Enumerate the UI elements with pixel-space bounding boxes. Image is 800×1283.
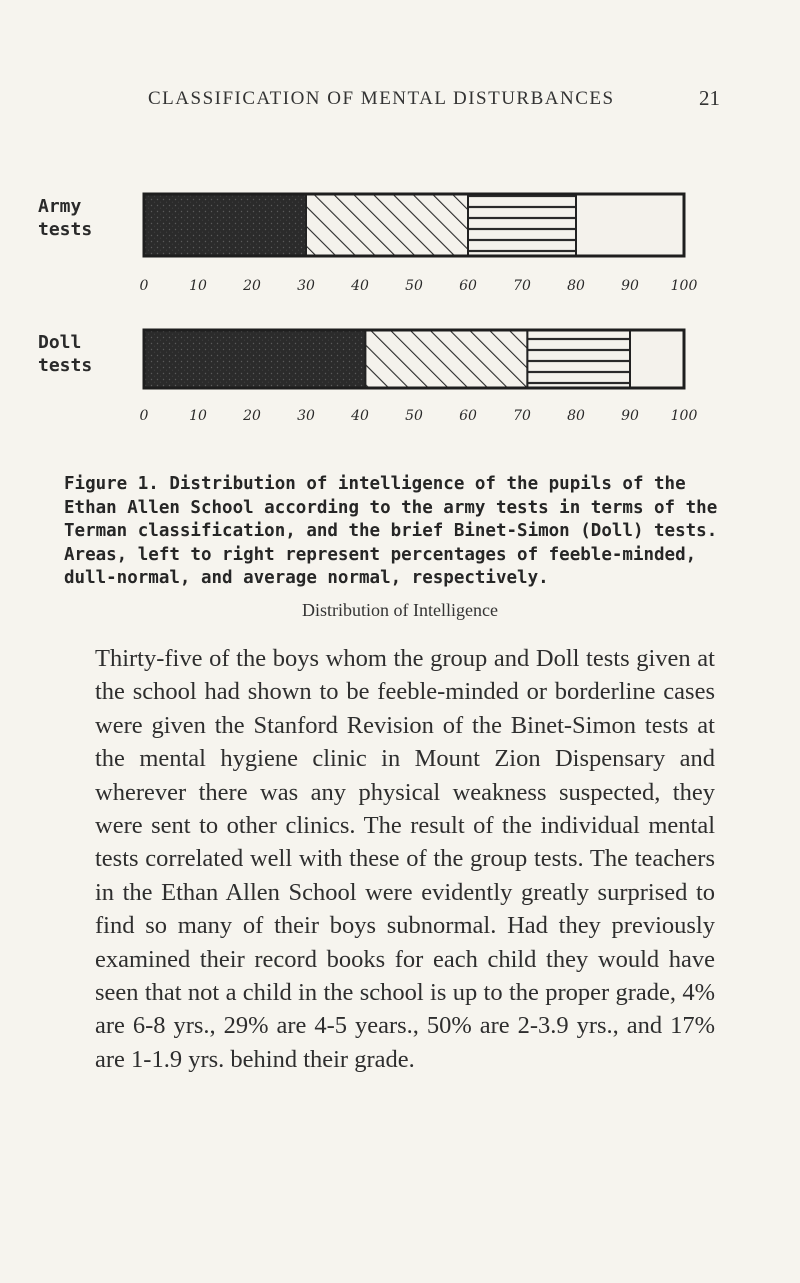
tick-label: 80: [567, 278, 585, 294]
body-paragraph: Thirty-five of the boys whom the group and Doll tests given at the school had shown to be feeble-minded or borderline cases were given the Stanford Revision of the Binet-Simon tests at the mental hygiene clinic in Mount Zion Dispensary and wherever there was any physical weakness suspected, they were sent to other clinics. The result of the individual mental tests correlated well with these of the group tests. The teachers in the Ethan Allen School were evidently greatly surprised to find so many of their boys subnormal. Had they previously examined their record books for each child they would have seen that not a child in the school is up to the proper grade, 4% are 6-8 yrs., 29% are 4-5 years., 50% are 2-3.9 yrs., and 17% are 1-1.9 yrs. behind their grade.: [95, 645, 715, 1073]
section-title: Distribution of Intelligence: [302, 600, 498, 620]
tick-label: 100: [670, 278, 698, 294]
tick-label: 100: [670, 408, 698, 424]
tick-label: 40: [351, 408, 369, 424]
running-head: CLASSIFICATION OF MENTAL DISTURBANCES: [148, 88, 615, 109]
bar-segment-dull-normal: [365, 330, 527, 388]
chart-row-label-line: Army: [38, 196, 82, 217]
bar-segment-normal: [527, 330, 630, 388]
chart-row-label-line: tests: [38, 355, 93, 376]
tick-label: 0: [139, 278, 149, 294]
tick-label: 90: [621, 408, 639, 424]
page-number: 21: [699, 86, 720, 110]
bar-segment-feeble-minded: [144, 330, 365, 388]
bar-segment-feeble-minded: [144, 194, 306, 256]
tick-label: 60: [459, 408, 477, 424]
bar-segment-average: [630, 330, 684, 388]
figure-charts: [0, 0, 800, 470]
tick-label: 40: [351, 278, 369, 294]
tick-label: 70: [513, 408, 531, 424]
bar-segment-dull-normal: [306, 194, 468, 256]
bar-segment-normal: [468, 194, 576, 256]
tick-label: 0: [139, 408, 149, 424]
chart-row-label-line: tests: [38, 219, 93, 240]
tick-label: 30: [297, 408, 315, 424]
bar-segment-average: [576, 194, 684, 256]
tick-label: 70: [513, 278, 531, 294]
chart-row-label-line: Doll: [38, 332, 82, 353]
tick-label: 50: [405, 278, 423, 294]
tick-label: 80: [567, 408, 585, 424]
tick-label: 20: [243, 278, 261, 294]
army-tests-chart: [38, 194, 697, 294]
tick-label: 20: [243, 408, 261, 424]
body-text: [95, 642, 715, 1076]
figure-caption: Figure 1. Distribution of intelligence of the pupils of the Ethan Allen School according to the army tests in terms of the Terman classification, and the brief Binet-Simon (Doll) tests. Areas, left to right represent percentages of feeble-minded, dull-normal, and average normal, respectively.: [64, 474, 718, 588]
doll-tests-chart: [38, 330, 697, 424]
tick-label: 10: [189, 278, 207, 294]
tick-label: 30: [297, 278, 315, 294]
tick-label: 10: [189, 408, 207, 424]
tick-label: 50: [405, 408, 423, 424]
tick-label: 90: [621, 278, 639, 294]
tick-label: 60: [459, 278, 477, 294]
